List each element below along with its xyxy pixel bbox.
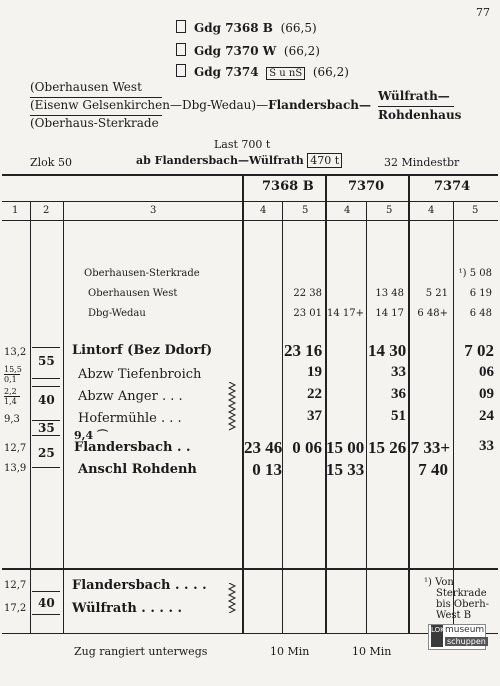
col-number: 4 — [428, 205, 435, 216]
train-header-3: Gdg 7374 S u nS (66,2) — [176, 64, 349, 79]
col-number: 5 — [302, 205, 309, 216]
col-number: 5 — [386, 205, 393, 216]
days-badge: S u nS — [266, 67, 305, 80]
time-cell: 36 — [391, 386, 406, 402]
train-col-header: 7370 — [348, 179, 385, 194]
route-end-top: Wülfrath— — [378, 89, 450, 103]
station-sub-km: 9,4 ⌒ — [74, 429, 108, 442]
time-cell: 6 19 — [469, 288, 492, 299]
curve-icon: ⌒ — [96, 429, 108, 442]
station-name: Abzw Tiefenbroich — [78, 367, 202, 382]
time-cell: 6 48+ — [417, 308, 448, 319]
speed-limit: 25 — [38, 446, 55, 460]
zigzag-line-icon — [226, 382, 238, 432]
time-cell: 19 — [307, 364, 322, 380]
zlok: Zlok 50 — [30, 156, 72, 169]
time-cell: 14 30 — [368, 341, 407, 360]
station-name: Wülfrath . . . . . — [72, 601, 183, 616]
time-cell: 23 46 — [244, 438, 283, 457]
station-name: Dbg-Wedau — [88, 308, 146, 319]
col-number: 1 — [12, 205, 19, 216]
station-name: Oberhausen West — [88, 288, 178, 299]
time-cell: 23 16 — [284, 341, 323, 360]
time-cell: 5 21 — [425, 288, 448, 299]
km-value: 9,3 — [4, 414, 20, 425]
km-value: 13,9 — [4, 463, 27, 474]
checkbox-icon — [176, 64, 186, 77]
station-name: Lintorf (Bez Ddorf) — [72, 343, 213, 358]
time-cell: 15 33 — [326, 460, 365, 479]
checkbox-icon — [176, 20, 186, 33]
km-value: 12,7 — [4, 580, 27, 591]
speed-limit: 55 — [38, 354, 55, 368]
time-cell: 51 — [391, 408, 406, 424]
time-cell: 33 — [391, 364, 406, 380]
shunting-time: 10 Min — [270, 645, 310, 658]
km-value: 12,7 — [4, 443, 27, 454]
time-cell: 7 40 — [418, 460, 448, 479]
km-sub: 0,1 — [4, 375, 17, 384]
km-sub: 1,4 — [4, 397, 17, 406]
time-cell: 22 38 — [293, 288, 322, 299]
time-cell: 23 01 — [293, 308, 322, 319]
time-cell: 0 13 — [252, 460, 282, 479]
train-col-header: 7368 B — [262, 179, 314, 194]
col-number: 3 — [150, 205, 157, 216]
station-name: Oberhausen-Sterkrade — [84, 268, 200, 279]
load-section: ab Flandersbach—Wülfrath 470 t — [136, 154, 342, 167]
time-cell: 09 — [479, 386, 494, 402]
shunting-note: Zug rangiert unterwegs — [74, 645, 208, 658]
col-number: 2 — [43, 205, 50, 216]
zigzag-line-icon — [226, 583, 238, 613]
load-weight: Last 700 t — [214, 138, 271, 151]
min-brake: 32 Mindestbr — [384, 156, 460, 169]
train-header-2: Gdg 7370 W (66,2) — [176, 43, 320, 58]
time-cell: 13 48 — [375, 288, 404, 299]
col-number: 4 — [260, 205, 267, 216]
time-cell: ¹) 5 08 — [458, 268, 492, 279]
checkbox-icon — [176, 43, 186, 56]
km-value: 17,2 — [4, 603, 27, 614]
station-name: Anschl Rohdenh — [78, 462, 197, 477]
train-header-1: Gdg 7368 B (66,5) — [176, 20, 317, 35]
time-cell: 7 02 — [464, 341, 494, 360]
time-cell: 15 26 — [368, 438, 407, 457]
footnote: ¹) Von Sterkrade bis Oberh- West B — [424, 577, 490, 621]
km-value: 13,2 — [4, 347, 27, 358]
time-cell: 14 17 — [375, 308, 404, 319]
time-cell: 7 33+ — [410, 438, 450, 457]
speed-limit: 35 — [38, 421, 55, 435]
time-cell: 14 17+ — [326, 308, 364, 319]
time-cell: 15 00 — [326, 438, 365, 457]
station-name: Flandersbach . . . . — [72, 578, 207, 593]
km-sub: 2,2 — [4, 387, 17, 396]
station-name: Hofermühle . . . — [78, 411, 182, 426]
shunting-time: 10 Min — [352, 645, 392, 658]
watermark-logo: LOK museum schuppen — [428, 624, 486, 650]
time-cell: 6 48 — [469, 308, 492, 319]
km-value: 15,5 — [4, 365, 22, 374]
time-cell: 24 — [479, 408, 494, 424]
time-cell: 22 — [307, 386, 322, 402]
route-line-3: (Oberhaus-Sterkrade — [30, 116, 159, 130]
col-number: 4 — [344, 205, 351, 216]
route-line-1: (Oberhausen West — [30, 80, 142, 94]
time-cell: 37 — [307, 408, 322, 424]
page-number: 77 — [476, 6, 490, 19]
time-cell: 33 — [479, 438, 494, 454]
col-number: 5 — [472, 205, 479, 216]
route-end-bottom: Rohdenhaus — [378, 108, 462, 122]
speed-limit: 40 — [38, 393, 55, 407]
time-cell: 06 — [479, 364, 494, 380]
route-line-2: (Eisenw Gelsenkirchen—Dbg-Wedau)—Flandersbach— — [30, 98, 371, 112]
station-name: Abzw Anger . . . — [78, 389, 183, 404]
speed-limit: 40 — [38, 596, 55, 610]
time-cell: 0 06 — [292, 438, 322, 457]
load-badge: 470 t — [307, 153, 342, 168]
station-name: Flandersbach . . — [74, 440, 191, 455]
train-col-header: 7374 — [434, 179, 471, 194]
